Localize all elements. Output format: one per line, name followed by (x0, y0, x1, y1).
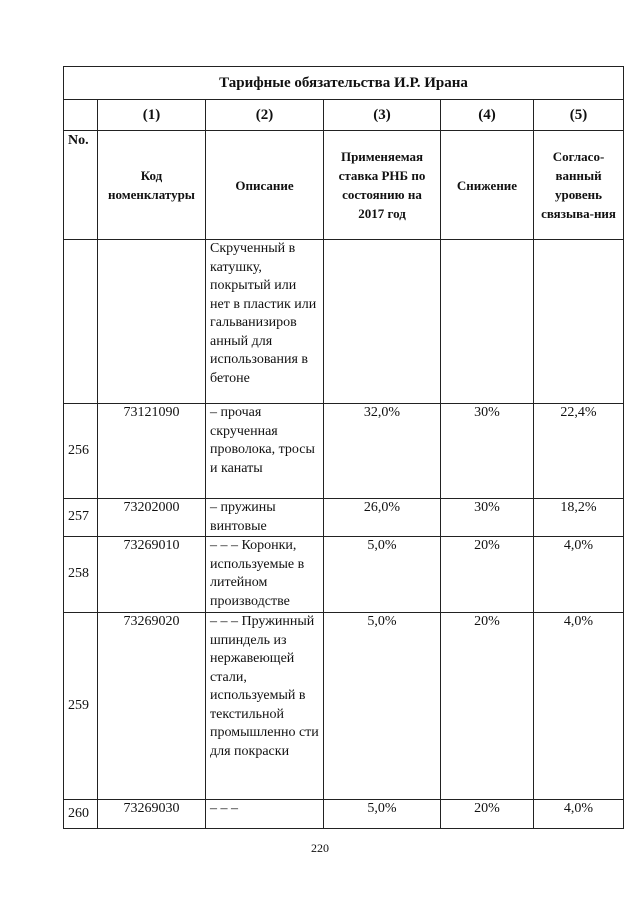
tariff-table (63, 66, 624, 829)
column-number: (2) (206, 100, 324, 131)
row-reduction: 20% (441, 537, 534, 613)
header-no: No. (64, 131, 98, 240)
row-rate: 5,0% (324, 800, 441, 829)
row-rate: 32,0% (324, 404, 441, 499)
column-number: (1) (98, 100, 206, 131)
row-number: 256 (64, 404, 98, 499)
row-number (64, 240, 98, 404)
row-code: 73269020 (98, 613, 206, 800)
row-code (98, 240, 206, 404)
row-description: – – – Пружинный шпиндель из нержавеющей стали, используемый в текстильной промышленно сти для покраски (206, 613, 324, 800)
column-number (64, 100, 98, 131)
row-rate: 5,0% (324, 613, 441, 800)
row-bound: 4,0% (534, 537, 624, 613)
row-code: 73269010 (98, 537, 206, 613)
row-reduction (441, 240, 534, 404)
table-row (64, 537, 624, 613)
row-reduction: 30% (441, 499, 534, 537)
table-title: Тарифные обязательства И.Р. Ирана (64, 67, 624, 100)
row-number: 257 (64, 499, 98, 537)
column-number-row (64, 100, 624, 131)
row-description: – – – (206, 800, 324, 829)
row-code: 73269030 (98, 800, 206, 829)
row-description: – прочая скрученная проволока, тросы и канаты (206, 404, 324, 499)
row-rate: 26,0% (324, 499, 441, 537)
table-row (64, 404, 624, 499)
header-bound-level: Согласо-ванный уровень связыва-ния (534, 131, 624, 240)
row-description: – – – Коронки, используемые в литейном производстве (206, 537, 324, 613)
row-bound: 4,0% (534, 613, 624, 800)
table-row (64, 800, 624, 829)
header-row (64, 131, 624, 240)
row-description: Скрученный в катушку, покрытый или нет в пластик или гальванизиров анный для использования в бетоне (206, 240, 324, 404)
row-bound (534, 240, 624, 404)
column-number: (5) (534, 100, 624, 131)
header-reduction: Снижение (441, 131, 534, 240)
row-bound: 22,4% (534, 404, 624, 499)
column-number: (3) (324, 100, 441, 131)
row-number: 258 (64, 537, 98, 613)
column-number: (4) (441, 100, 534, 131)
row-reduction: 20% (441, 613, 534, 800)
row-rate: 5,0% (324, 537, 441, 613)
header-code: Код номенклатуры (98, 131, 206, 240)
row-number: 260 (64, 800, 98, 829)
row-code: 73121090 (98, 404, 206, 499)
row-rate (324, 240, 441, 404)
row-reduction: 30% (441, 404, 534, 499)
row-bound: 18,2% (534, 499, 624, 537)
row-description: – пружины винтовые (206, 499, 324, 537)
table-row (64, 499, 624, 537)
table-row (64, 613, 624, 800)
row-bound: 4,0% (534, 800, 624, 829)
row-reduction: 20% (441, 800, 534, 829)
row-number: 259 (64, 613, 98, 800)
header-description: Описание (206, 131, 324, 240)
page-number: 220 (311, 841, 329, 855)
row-code: 73202000 (98, 499, 206, 537)
table-row (64, 240, 624, 404)
header-applied-rate: Применяемая ставка РНБ по состоянию на 2017 год (324, 131, 441, 240)
